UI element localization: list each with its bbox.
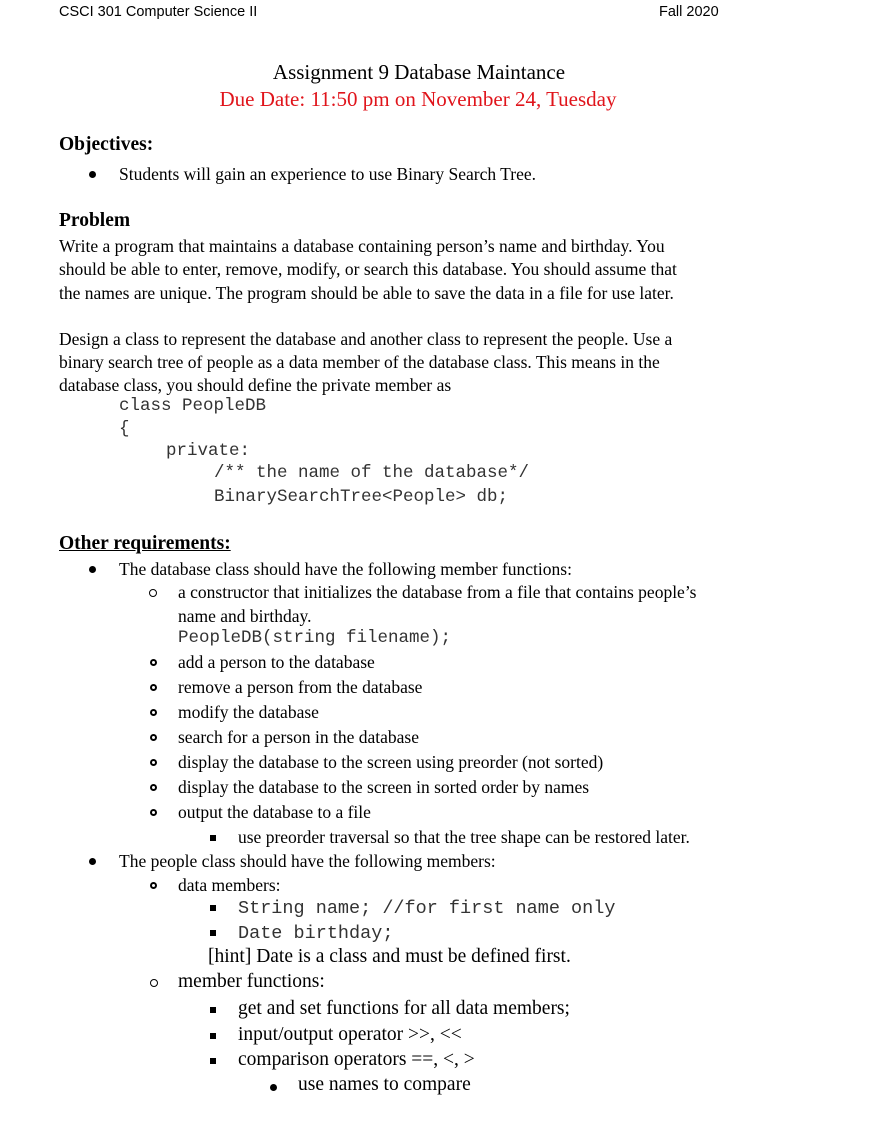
db-function-item: add a person to the database <box>178 652 375 672</box>
bullet-circle-icon <box>150 784 157 791</box>
objective-item: Students will gain an experience to use Binary Search Tree. <box>119 164 536 184</box>
bullet-dot-icon <box>89 858 96 865</box>
problem-heading: Problem <box>59 210 131 231</box>
data-members-label: data members: <box>178 875 281 895</box>
ctor-code: PeopleDB(string filename); <box>178 628 452 648</box>
ctor-line2: name and birthday. <box>178 606 312 626</box>
db-function-item: remove a person from the database <box>178 677 423 697</box>
problem-para1-line1: Write a program that maintains a database containing person’s name and birthday. You <box>59 236 665 256</box>
data-member-item: Date birthday; <box>238 923 394 944</box>
problem-para2-line2: binary search tree of people as a data member of the database class. This means in the <box>59 352 660 372</box>
code-line: class PeopleDB <box>119 396 267 416</box>
db-function-item: display the database to the screen in sorted order by names <box>178 777 590 797</box>
bullet-circle-icon <box>149 589 157 597</box>
ctor-line1: a constructor that initializes the database from a file that contains people’s <box>178 582 697 602</box>
course-header: CSCI 301 Computer Science II <box>59 4 258 20</box>
bullet-circle-icon <box>150 709 157 716</box>
member-function-item: get and set functions for all data members; <box>238 998 570 1019</box>
bullet-square-icon <box>210 905 216 911</box>
bullet-dot-icon <box>270 1084 277 1091</box>
code-line: /** the name of the database*/ <box>214 463 530 483</box>
member-function-item: input/output operator >>, << <box>238 1024 462 1045</box>
problem-para2-line3: database class, you should define the private member as <box>59 375 452 395</box>
objectives-heading: Objectives: <box>59 134 154 155</box>
db-function-item: modify the database <box>178 702 319 722</box>
bullet-dot-icon <box>89 566 96 573</box>
bullet-square-icon <box>210 930 216 936</box>
db-class-intro: The database class should have the following member functions: <box>119 559 572 579</box>
bullet-circle-icon <box>150 882 157 889</box>
preorder-note: use preorder traversal so that the tree shape can be restored later. <box>238 827 690 847</box>
requirements-heading: Other requirements: <box>59 533 231 554</box>
bullet-square-icon <box>210 1033 216 1039</box>
bullet-circle-icon <box>150 734 157 741</box>
compare-note: use names to compare <box>298 1074 471 1095</box>
bullet-circle-icon <box>150 759 157 766</box>
member-functions-label: member functions: <box>178 971 325 992</box>
code-line: BinarySearchTree<People> db; <box>214 487 509 507</box>
problem-para1-line2: should be able to enter, remove, modify, or search this database. You should assume that <box>59 259 677 279</box>
people-intro: The people class should have the following members: <box>119 851 496 871</box>
bullet-dot-icon <box>89 171 96 178</box>
hint-text: [hint] Date is a class and must be defined first. <box>208 946 571 967</box>
bullet-square-icon <box>210 1007 216 1013</box>
bullet-circle-icon <box>150 979 158 987</box>
code-line: private: <box>166 441 251 461</box>
problem-para2-line1: Design a class to represent the database and another class to represent the people. Use a <box>59 329 673 349</box>
bullet-circle-icon <box>150 659 157 666</box>
db-function-item: display the database to the screen using preorder (not sorted) <box>178 752 604 772</box>
db-function-item: output the database to a file <box>178 802 371 822</box>
bullet-circle-icon <box>150 684 157 691</box>
bullet-square-icon <box>210 835 216 841</box>
due-date: Due Date: 11:50 pm on November 24, Tuesday <box>219 87 617 111</box>
db-function-item: search for a person in the database <box>178 727 420 747</box>
problem-para1-line3: the names are unique. The program should be able to save the data in a file for use later. <box>59 283 674 303</box>
member-function-item: comparison operators ==, <, > <box>238 1049 475 1070</box>
bullet-square-icon <box>210 1058 216 1064</box>
assignment-title: Assignment 9 Database Maintance <box>272 60 566 84</box>
term-header: Fall 2020 <box>659 4 719 20</box>
bullet-circle-icon <box>150 809 157 816</box>
code-line: { <box>119 419 130 439</box>
data-member-item: String name; //for first name only <box>238 898 616 919</box>
